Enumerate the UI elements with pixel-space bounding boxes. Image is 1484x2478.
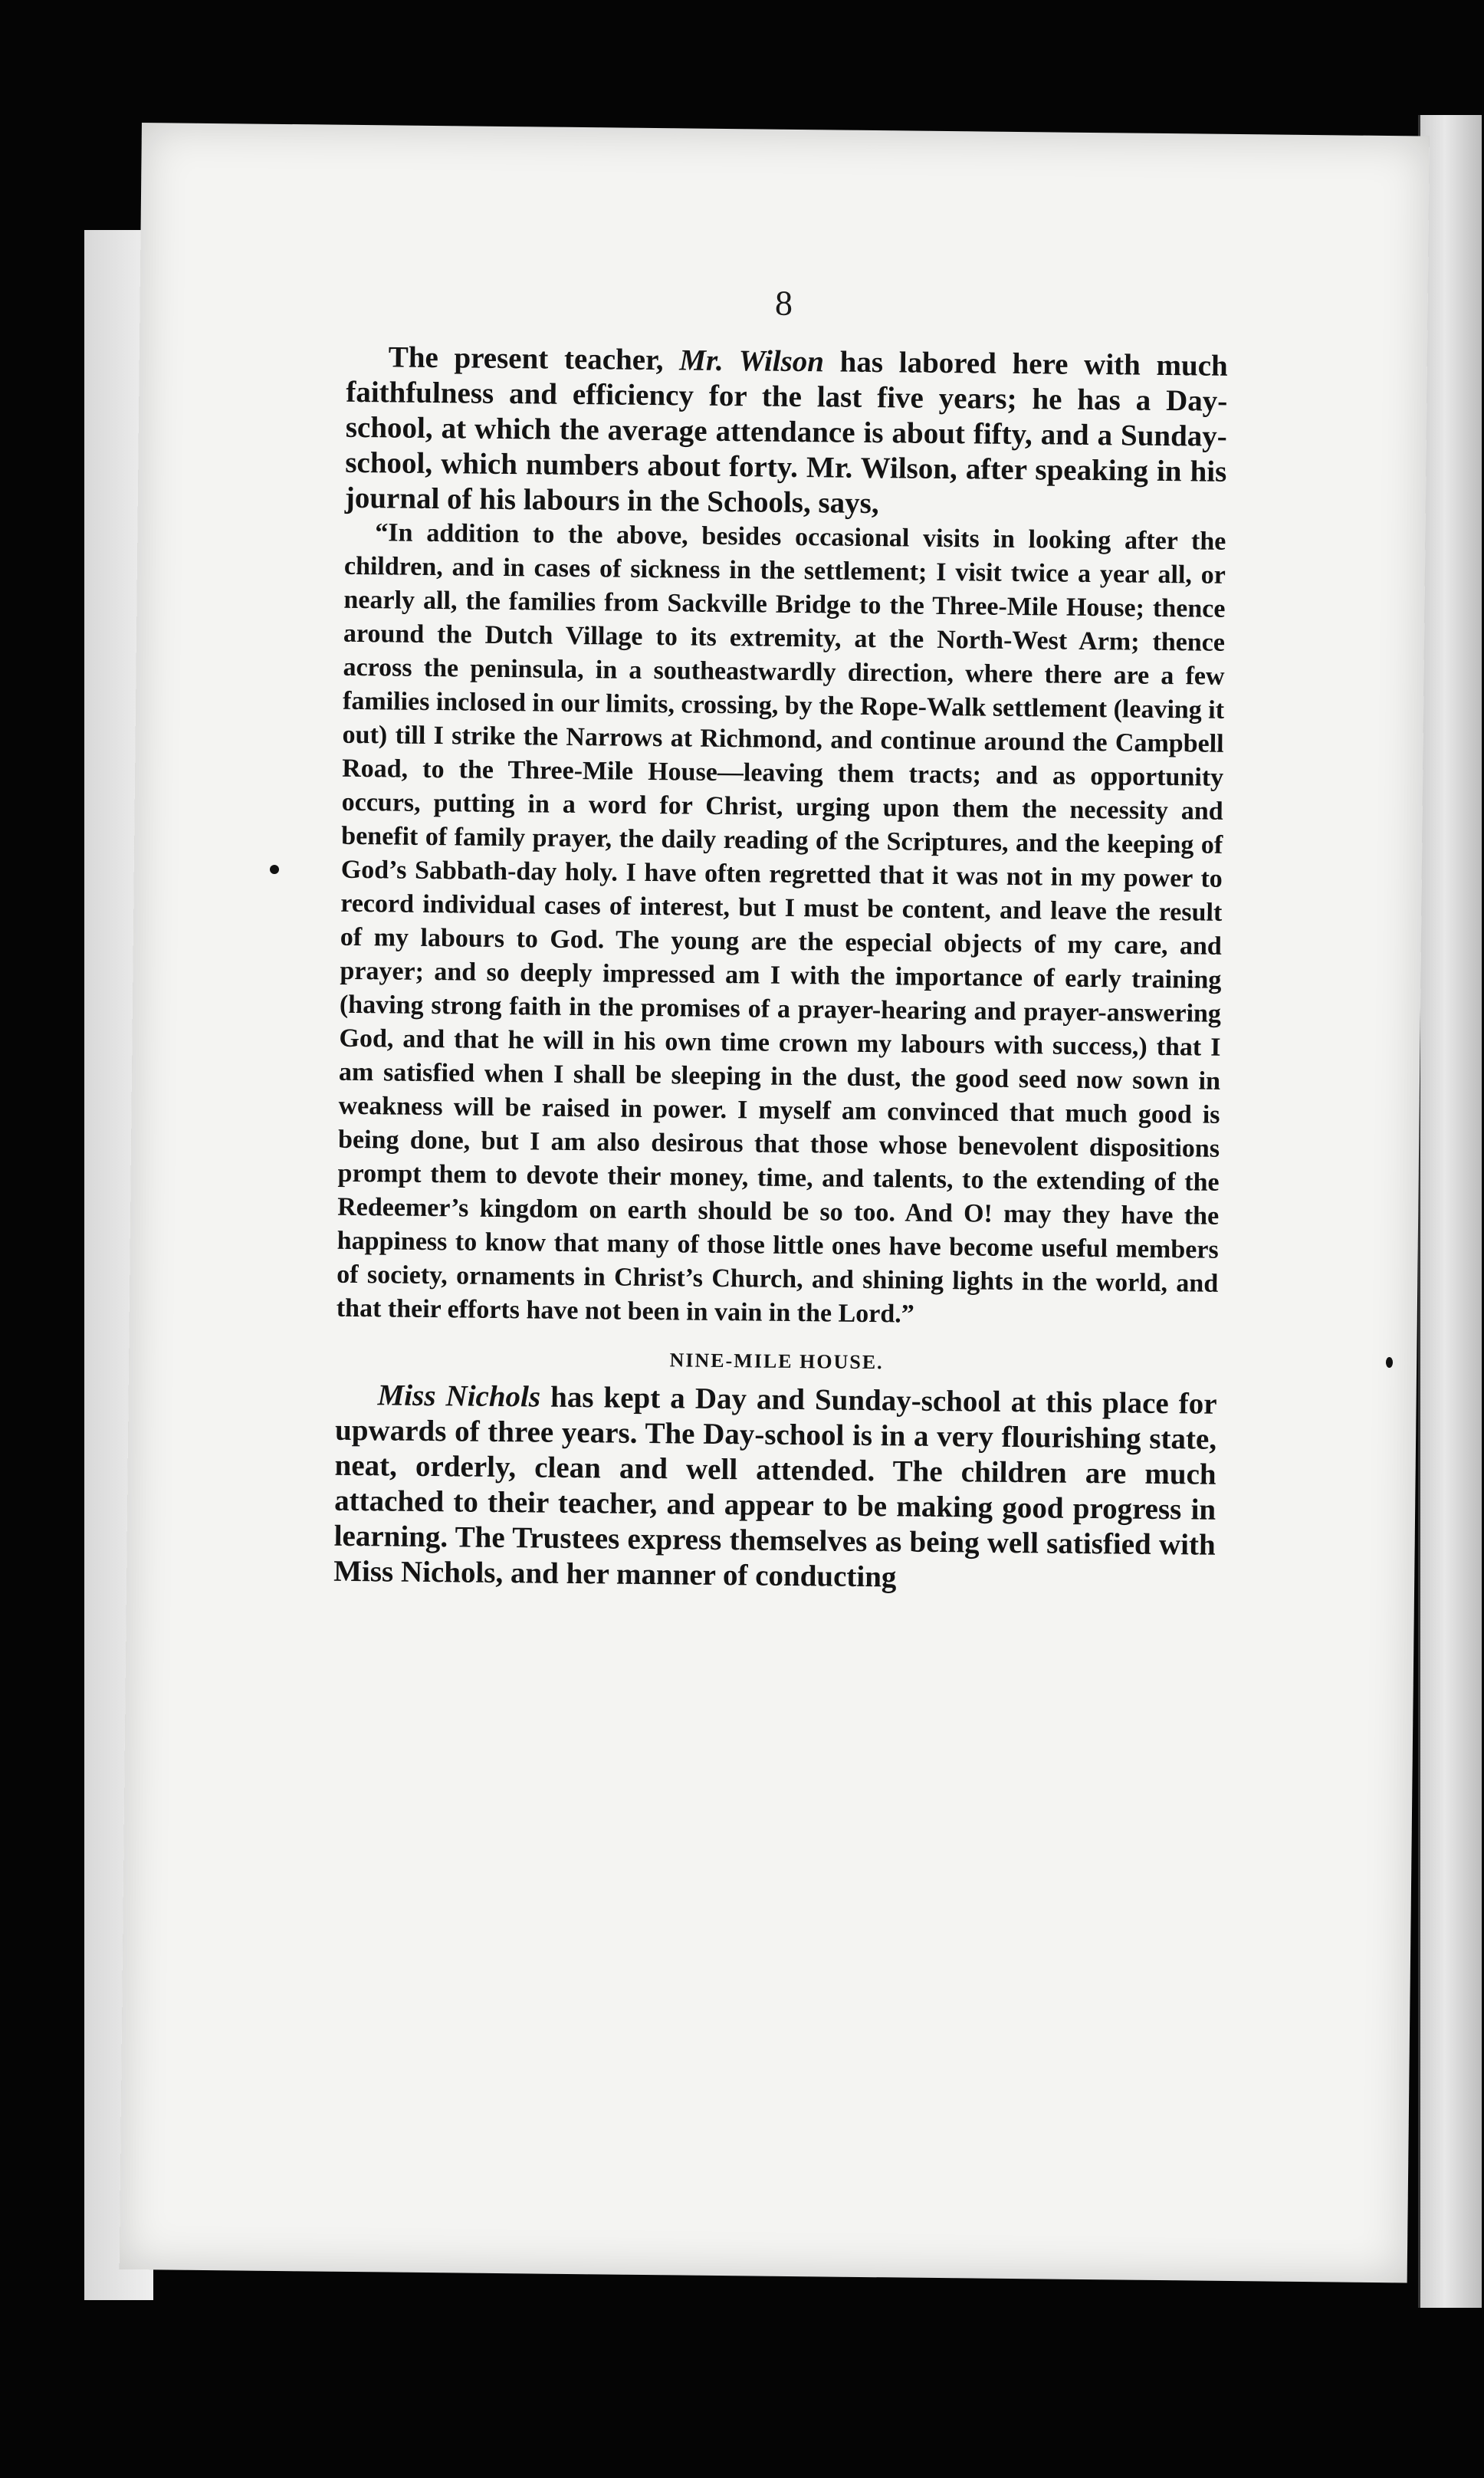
page-body — [333, 340, 1228, 1599]
paragraph-wilson-rest: has labored here with much faithfulness and efficiency for the last five years; he has a Day-school, at which the average attendance is about fifty, and a Sunday-school, which numbers about forty. Mr. Wilson, after speaking in his journal of his labours in the Schools, says, — [344, 345, 1228, 521]
document-page — [120, 123, 1430, 2282]
wilson-journal-quote: “In addition to the above, besides occasional visits in looking after the children, and in cases of sickness in the settlement; I visit twice a year all, or nearly all, the families from Sackville Bridge to the Three-Mile House; thence around the Dutch Village to its extremity, at the North-West Arm; thence across the peninsula, in a southeastwardly direction, where there are a few families inclosed in our limits, crossing, by the Rope-Walk settlement (leaving it out) till I strike the Narrows at Richmond, and continue around the Campbell Road, to the Three-Mile House—leaving them tracts; and as opportunity occurs, putting in a word for Christ, urging upon them the necessity and benefit of family prayer, the daily reading of the Scriptures, and the keeping of God’s Sabbath-day holy. I have often regretted that it was not in my power to record individual cases of interest, but I must be content, and leave the result of my labours to God. The young are the especial objects of my care, and prayer; and so deeply impressed am I with the importance of early training (having strong faith in the promises of a prayer-hearing and prayer-answering God, and that he will in his own time crown my labours with success,) that I am satisfied when I shall be sleeping in the dust, the good seed now sown in weakness will be raised in power. I myself am convinced that much good is being done, but I am also desirous that those whose benevolent dispositions prompt them to devote their money, time, and talents, to the extending of the Redeemer’s kingdom on earth should be so too. And O! may they have the happiness to know that many of those little ones have become useful members of society, ornaments in Christ’s Church, and shining lights in the world, and that their efforts have not been in vain in the Lord.” — [336, 518, 1226, 1329]
right-page-edge — [1418, 115, 1482, 2308]
paragraph-nichols-rest: has kept a Day and Sunday-school at this place for upwards of three years. The Day-school is in a very flourishing state, neat, orderly, clean and well attended. The children are much attached to their teacher, and appear to be making good progress in learning. The Trustees express themselves as being well satisfied with Miss Nichols, and her manner of conducting — [333, 1380, 1217, 1594]
teacher-name-wilson: Mr. Wilson — [679, 343, 825, 379]
page-number: 8 — [774, 283, 793, 323]
ink-speck — [1386, 1357, 1393, 1368]
section-heading: NINE-MILE HOUSE. — [669, 1349, 884, 1374]
paragraph-wilson — [345, 340, 1228, 525]
bleed-through-shadow — [797, 1901, 804, 1930]
paragraph-nichols — [333, 1378, 1217, 1599]
paragraph-wilson-start: The present teacher, — [388, 340, 680, 377]
ink-speck — [270, 865, 279, 874]
teacher-name-nichols: Miss Nichols — [377, 1379, 541, 1414]
